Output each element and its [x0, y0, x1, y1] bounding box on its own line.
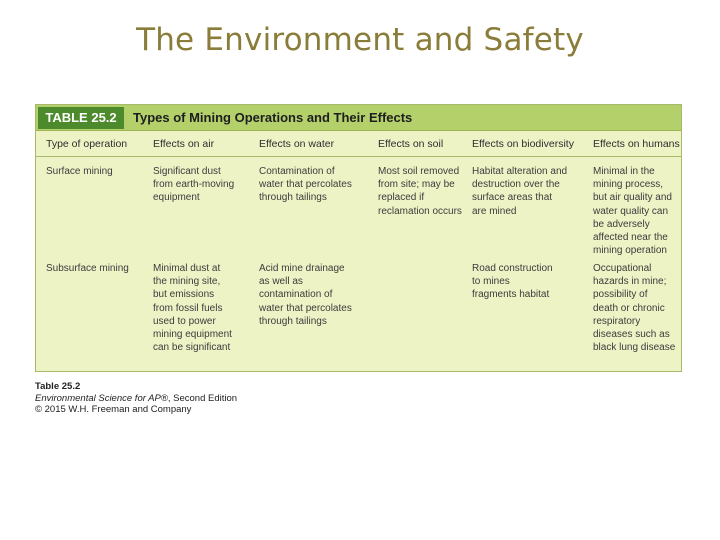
table-number: TABLE 25.2	[38, 107, 124, 129]
column-header-air: Effects on air	[153, 138, 215, 150]
table-cell: Road construction to mines fragments habitat	[472, 263, 553, 301]
credit-label: Table 25.2	[35, 381, 81, 392]
credit-copyright: © 2015 W.H. Freeman and Company	[35, 404, 192, 415]
header-divider	[36, 156, 681, 157]
column-header-operation: Type of operation	[46, 138, 128, 150]
source-credit	[35, 381, 237, 416]
column-header-biodiversity: Effects on biodiversity	[472, 138, 574, 150]
mining-effects-table	[35, 104, 682, 372]
credit-edition: , Second Edition	[167, 392, 238, 404]
table-header-bar	[36, 105, 681, 131]
table-cell: Most soil removed from site; may be replaced if reclamation occurs	[378, 166, 462, 217]
credit-book-line	[35, 393, 237, 405]
table-cell: Minimal in the mining process, but air quality and water quality can be adversely affected near the mining operation	[593, 166, 672, 257]
table-cell: Significant dust from earth-moving equipment	[153, 166, 235, 204]
table-cell: Acid mine drainage as well as contamination of water that percolates through tailings	[259, 263, 352, 327]
table-cell: Minimal dust at the mining site, but emissions from fossil fuels used to power mining equipment can be significant	[153, 263, 232, 354]
credit-book: Environmental Science for AP®	[35, 392, 168, 404]
slide-title: The Environment and Safety	[136, 22, 584, 58]
table-cell: Occupational hazards in mine; possibility of death or chronic respiratory diseases such as black lung disease	[593, 263, 676, 354]
table-cell: Habitat alteration and destruction over the surface areas that are mined	[472, 166, 568, 217]
table-cell: Surface mining	[46, 166, 113, 177]
table-caption: Types of Mining Operations and Their Effects	[133, 110, 413, 125]
table-cell: Subsurface mining	[46, 263, 129, 274]
column-header-humans: Effects on humans	[593, 138, 680, 150]
column-header-soil: Effects on soil	[378, 138, 444, 150]
table-cell: Contamination of water that percolates through tailings	[259, 166, 352, 204]
column-header-water: Effects on water	[259, 138, 335, 150]
